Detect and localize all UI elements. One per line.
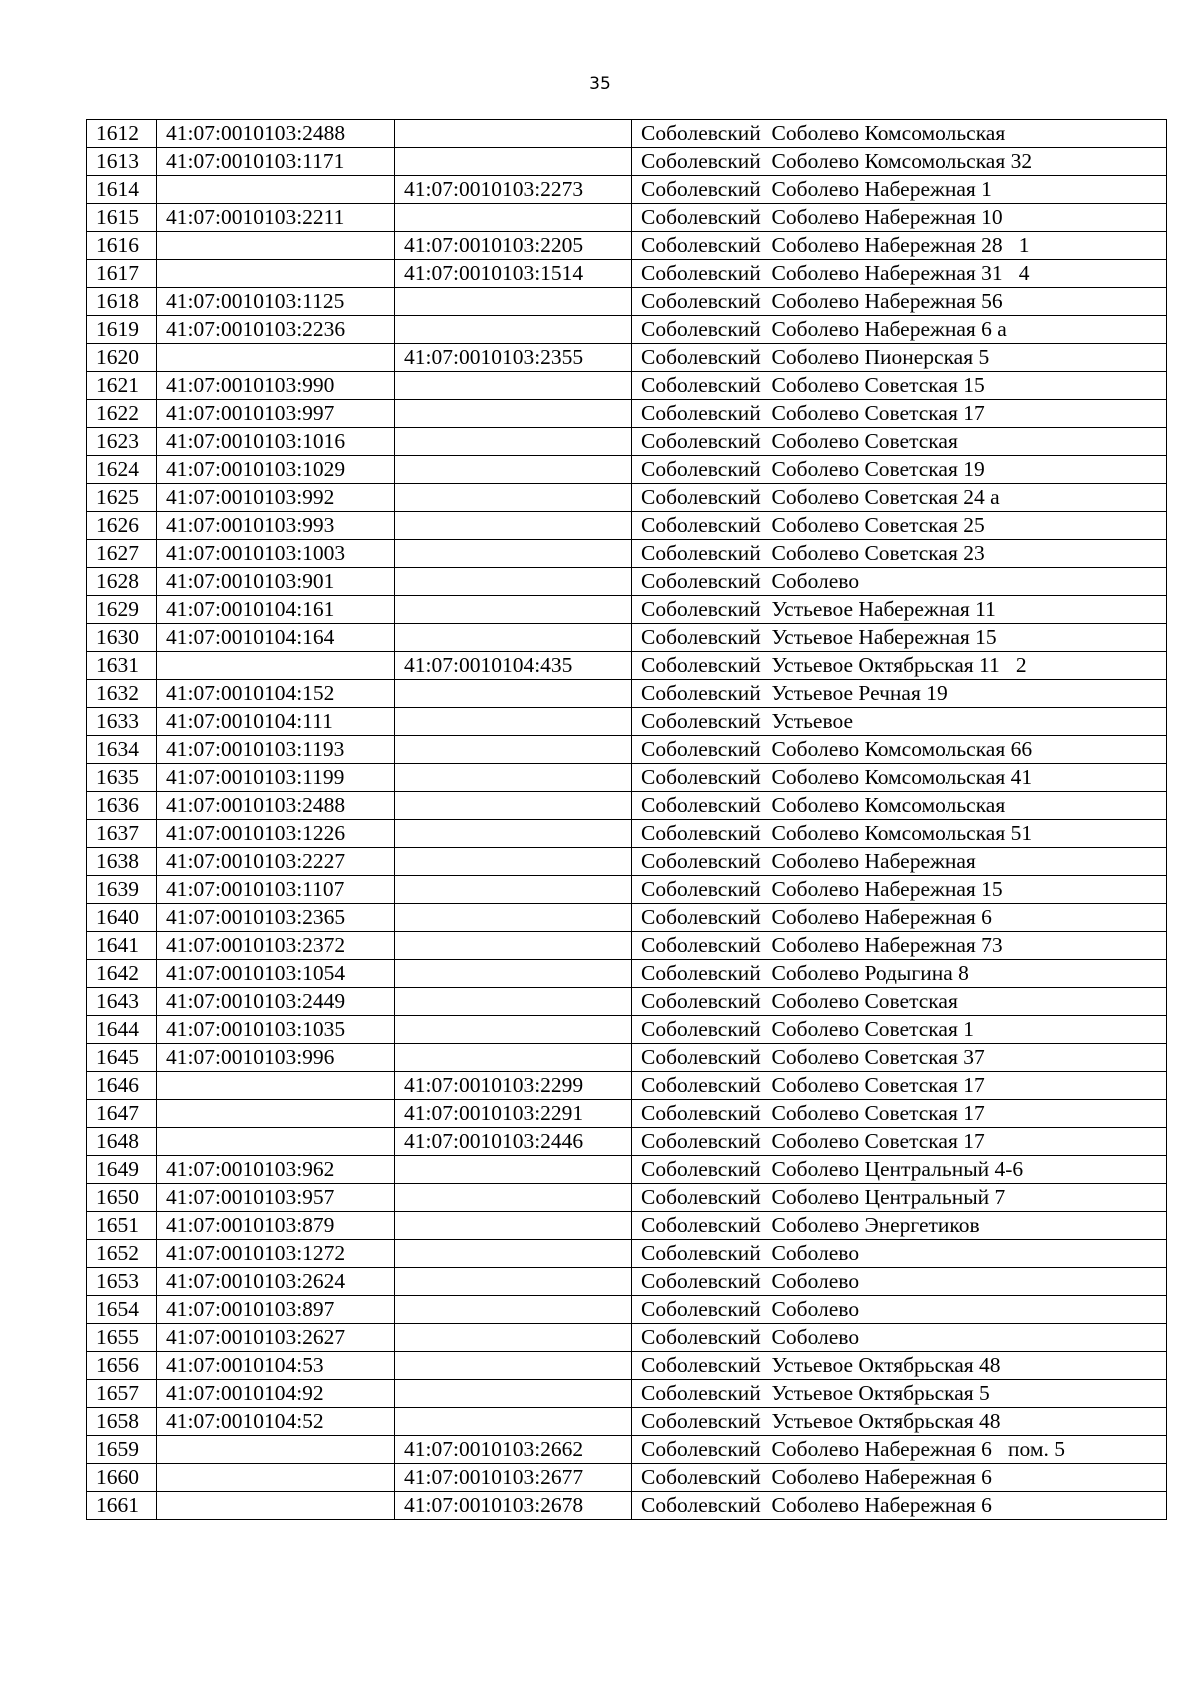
row-number-cell: 1658 [87, 1408, 157, 1436]
table-row [87, 820, 1167, 848]
building-cadastral-number-cell [395, 456, 632, 484]
cadastral-number-cell [157, 1492, 395, 1520]
address-cell: Соболевский Соболево Советская 19 [632, 456, 1167, 484]
building-cadastral-number-cell [395, 1296, 632, 1324]
building-cadastral-number-cell: 41:07:0010103:2662 [395, 1436, 632, 1464]
row-number-cell: 1654 [87, 1296, 157, 1324]
address-cell: Соболевский Устьевое Набережная 15 [632, 624, 1167, 652]
address-cell: Соболевский Устьевое Октябрьская 11 2 [632, 652, 1167, 680]
address-cell: Соболевский Соболево Комсомольская 51 [632, 820, 1167, 848]
page-number: 35 [589, 74, 611, 94]
cadastral-number-cell: 41:07:0010103:1003 [157, 540, 395, 568]
cadastral-number-cell [157, 1072, 395, 1100]
address-cell: Соболевский Соболево [632, 1296, 1167, 1324]
address-cell: Соболевский Соболево Комсомольская [632, 792, 1167, 820]
row-number-cell: 1645 [87, 1044, 157, 1072]
table-row [87, 400, 1167, 428]
building-cadastral-number-cell [395, 1044, 632, 1072]
row-number-cell: 1624 [87, 456, 157, 484]
address-cell: Соболевский Соболево [632, 1324, 1167, 1352]
row-number-cell: 1616 [87, 232, 157, 260]
row-number-cell: 1615 [87, 204, 157, 232]
address-cell: Соболевский Соболево Набережная [632, 848, 1167, 876]
building-cadastral-number-cell [395, 848, 632, 876]
table-row [87, 736, 1167, 764]
cadastral-number-cell [157, 176, 395, 204]
table-row [87, 652, 1167, 680]
building-cadastral-number-cell [395, 428, 632, 456]
table-row [87, 372, 1167, 400]
row-number-cell: 1659 [87, 1436, 157, 1464]
table-row [87, 316, 1167, 344]
building-cadastral-number-cell [395, 820, 632, 848]
cadastral-number-cell: 41:07:0010104:161 [157, 596, 395, 624]
address-cell: Соболевский Соболево Набережная 28 1 [632, 232, 1167, 260]
cadastral-number-cell: 41:07:0010103:2449 [157, 988, 395, 1016]
row-number-cell: 1650 [87, 1184, 157, 1212]
building-cadastral-number-cell [395, 1268, 632, 1296]
address-cell: Соболевский Соболево Набережная 10 [632, 204, 1167, 232]
table-row [87, 1352, 1167, 1380]
cadastral-number-cell: 41:07:0010104:52 [157, 1408, 395, 1436]
address-cell: Соболевский Устьевое Набережная 11 [632, 596, 1167, 624]
row-number-cell: 1626 [87, 512, 157, 540]
address-cell: Соболевский Соболево Советская 24 а [632, 484, 1167, 512]
table-row [87, 904, 1167, 932]
row-number-cell: 1614 [87, 176, 157, 204]
cadastral-number-cell: 41:07:0010104:164 [157, 624, 395, 652]
building-cadastral-number-cell [395, 904, 632, 932]
cadastral-number-cell: 41:07:0010103:2372 [157, 932, 395, 960]
building-cadastral-number-cell: 41:07:0010103:2205 [395, 232, 632, 260]
row-number-cell: 1631 [87, 652, 157, 680]
address-cell: Соболевский Соболево Набережная 56 [632, 288, 1167, 316]
address-cell: Соболевский Соболево Комсомольская 66 [632, 736, 1167, 764]
cadastral-number-cell: 41:07:0010103:1107 [157, 876, 395, 904]
row-number-cell: 1630 [87, 624, 157, 652]
table-row [87, 1240, 1167, 1268]
building-cadastral-number-cell [395, 596, 632, 624]
building-cadastral-number-cell [395, 680, 632, 708]
address-cell: Соболевский Соболево Советская 25 [632, 512, 1167, 540]
address-cell: Соболевский Соболево Набережная 6 пом. 5 [632, 1436, 1167, 1464]
cadastral-number-cell [157, 1436, 395, 1464]
address-cell: Соболевский Соболево Центральный 7 [632, 1184, 1167, 1212]
address-cell: Соболевский Соболево Родыгина 8 [632, 960, 1167, 988]
row-number-cell: 1649 [87, 1156, 157, 1184]
table-row [87, 932, 1167, 960]
building-cadastral-number-cell: 41:07:0010103:2273 [395, 176, 632, 204]
building-cadastral-number-cell [395, 484, 632, 512]
building-cadastral-number-cell [395, 568, 632, 596]
address-cell: Соболевский Устьевое Октябрьская 48 [632, 1408, 1167, 1436]
building-cadastral-number-cell [395, 708, 632, 736]
cadastral-number-cell: 41:07:0010104:53 [157, 1352, 395, 1380]
address-cell: Соболевский Соболево Советская [632, 428, 1167, 456]
building-cadastral-number-cell [395, 1212, 632, 1240]
table-row [87, 960, 1167, 988]
address-cell: Соболевский Соболево Советская 17 [632, 1072, 1167, 1100]
cadastral-number-cell: 41:07:0010103:1272 [157, 1240, 395, 1268]
row-number-cell: 1660 [87, 1464, 157, 1492]
cadastral-number-cell: 41:07:0010103:2488 [157, 120, 395, 148]
address-cell: Соболевский Соболево Советская 17 [632, 1100, 1167, 1128]
address-cell: Соболевский Соболево Набережная 1 [632, 176, 1167, 204]
table-row [87, 792, 1167, 820]
row-number-cell: 1633 [87, 708, 157, 736]
table-row [87, 1436, 1167, 1464]
cadastral-number-cell [157, 1464, 395, 1492]
address-cell: Соболевский Устьевое Речная 19 [632, 680, 1167, 708]
cadastral-number-cell: 41:07:0010103:962 [157, 1156, 395, 1184]
address-cell: Соболевский Соболево Центральный 4-6 [632, 1156, 1167, 1184]
row-number-cell: 1622 [87, 400, 157, 428]
row-number-cell: 1635 [87, 764, 157, 792]
cadastral-number-cell: 41:07:0010104:92 [157, 1380, 395, 1408]
cadastral-number-cell: 41:07:0010103:993 [157, 512, 395, 540]
table-row [87, 1044, 1167, 1072]
row-number-cell: 1628 [87, 568, 157, 596]
address-cell: Соболевский Соболево Набережная 6 [632, 1464, 1167, 1492]
row-number-cell: 1648 [87, 1128, 157, 1156]
cadastral-number-cell [157, 652, 395, 680]
table-row [87, 232, 1167, 260]
table-row [87, 596, 1167, 624]
row-number-cell: 1623 [87, 428, 157, 456]
cadastral-number-cell: 41:07:0010103:2624 [157, 1268, 395, 1296]
cadastral-number-cell: 41:07:0010103:1054 [157, 960, 395, 988]
cadastral-number-cell [157, 1100, 395, 1128]
building-cadastral-number-cell [395, 876, 632, 904]
row-number-cell: 1644 [87, 1016, 157, 1044]
building-cadastral-number-cell [395, 148, 632, 176]
building-cadastral-number-cell: 41:07:0010103:2446 [395, 1128, 632, 1156]
table-row [87, 512, 1167, 540]
table-row [87, 344, 1167, 372]
building-cadastral-number-cell: 41:07:0010103:2678 [395, 1492, 632, 1520]
building-cadastral-number-cell [395, 1016, 632, 1044]
cadastral-number-cell: 41:07:0010103:897 [157, 1296, 395, 1324]
cadastral-number-cell: 41:07:0010104:111 [157, 708, 395, 736]
table-row [87, 568, 1167, 596]
building-cadastral-number-cell [395, 1408, 632, 1436]
building-cadastral-number-cell [395, 1184, 632, 1212]
building-cadastral-number-cell [395, 372, 632, 400]
building-cadastral-number-cell [395, 1240, 632, 1268]
table-row [87, 1072, 1167, 1100]
table-row [87, 848, 1167, 876]
cadastral-number-cell [157, 232, 395, 260]
row-number-cell: 1656 [87, 1352, 157, 1380]
row-number-cell: 1640 [87, 904, 157, 932]
row-number-cell: 1612 [87, 120, 157, 148]
cadastral-number-cell: 41:07:0010103:1016 [157, 428, 395, 456]
cadastral-number-cell: 41:07:0010103:1035 [157, 1016, 395, 1044]
building-cadastral-number-cell [395, 624, 632, 652]
table-row [87, 204, 1167, 232]
cadastral-number-cell: 41:07:0010103:957 [157, 1184, 395, 1212]
table-row [87, 1268, 1167, 1296]
table-row [87, 1492, 1167, 1520]
table-row [87, 624, 1167, 652]
building-cadastral-number-cell [395, 960, 632, 988]
building-cadastral-number-cell [395, 120, 632, 148]
cadastral-number-cell: 41:07:0010103:2627 [157, 1324, 395, 1352]
address-cell: Соболевский Соболево Советская 15 [632, 372, 1167, 400]
address-cell: Соболевский Соболево Набережная 6 а [632, 316, 1167, 344]
address-cell: Соболевский Соболево Советская 17 [632, 400, 1167, 428]
table-row [87, 540, 1167, 568]
building-cadastral-number-cell [395, 736, 632, 764]
address-cell: Соболевский Соболево Набережная 6 [632, 904, 1167, 932]
address-cell: Соболевский Соболево Набережная 31 4 [632, 260, 1167, 288]
table-row [87, 1016, 1167, 1044]
row-number-cell: 1652 [87, 1240, 157, 1268]
cadastral-number-cell: 41:07:0010103:990 [157, 372, 395, 400]
address-cell: Соболевский Соболево Набережная 6 [632, 1492, 1167, 1520]
address-cell: Соболевский Соболево Комсомольская 41 [632, 764, 1167, 792]
address-cell: Соболевский Соболево [632, 1240, 1167, 1268]
cadastral-number-cell: 41:07:0010103:1125 [157, 288, 395, 316]
row-number-cell: 1634 [87, 736, 157, 764]
building-cadastral-number-cell [395, 1352, 632, 1380]
row-number-cell: 1651 [87, 1212, 157, 1240]
table-row [87, 1408, 1167, 1436]
row-number-cell: 1639 [87, 876, 157, 904]
building-cadastral-number-cell: 41:07:0010103:2299 [395, 1072, 632, 1100]
row-number-cell: 1613 [87, 148, 157, 176]
cadastral-number-cell: 41:07:0010103:2211 [157, 204, 395, 232]
address-cell: Соболевский Соболево Советская 17 [632, 1128, 1167, 1156]
cadastral-number-cell: 41:07:0010103:2365 [157, 904, 395, 932]
building-cadastral-number-cell [395, 988, 632, 1016]
building-cadastral-number-cell [395, 1324, 632, 1352]
row-number-cell: 1655 [87, 1324, 157, 1352]
cadastral-number-cell: 41:07:0010103:2236 [157, 316, 395, 344]
table-row [87, 1156, 1167, 1184]
building-cadastral-number-cell [395, 540, 632, 568]
table-row [87, 1464, 1167, 1492]
building-cadastral-number-cell [395, 400, 632, 428]
cadastral-number-cell: 41:07:0010103:1171 [157, 148, 395, 176]
building-cadastral-number-cell [395, 1380, 632, 1408]
address-cell: Соболевский Соболево Комсомольская [632, 120, 1167, 148]
row-number-cell: 1632 [87, 680, 157, 708]
row-number-cell: 1646 [87, 1072, 157, 1100]
cadastral-number-cell: 41:07:0010103:2488 [157, 792, 395, 820]
table-row [87, 428, 1167, 456]
table-row [87, 680, 1167, 708]
building-cadastral-number-cell: 41:07:0010104:435 [395, 652, 632, 680]
address-cell: Соболевский Устьевое Октябрьская 48 [632, 1352, 1167, 1380]
building-cadastral-number-cell: 41:07:0010103:1514 [395, 260, 632, 288]
building-cadastral-number-cell [395, 204, 632, 232]
building-cadastral-number-cell [395, 932, 632, 960]
table-row [87, 120, 1167, 148]
row-number-cell: 1618 [87, 288, 157, 316]
row-number-cell: 1617 [87, 260, 157, 288]
table-row [87, 988, 1167, 1016]
table-row [87, 1324, 1167, 1352]
row-number-cell: 1637 [87, 820, 157, 848]
cadastral-number-cell: 41:07:0010103:992 [157, 484, 395, 512]
row-number-cell: 1638 [87, 848, 157, 876]
table-row [87, 708, 1167, 736]
row-number-cell: 1636 [87, 792, 157, 820]
row-number-cell: 1643 [87, 988, 157, 1016]
row-number-cell: 1642 [87, 960, 157, 988]
row-number-cell: 1619 [87, 316, 157, 344]
building-cadastral-number-cell [395, 316, 632, 344]
cadastral-number-cell: 41:07:0010103:901 [157, 568, 395, 596]
row-number-cell: 1641 [87, 932, 157, 960]
address-cell: Соболевский Соболево Пионерская 5 [632, 344, 1167, 372]
row-number-cell: 1627 [87, 540, 157, 568]
building-cadastral-number-cell: 41:07:0010103:2355 [395, 344, 632, 372]
table-row [87, 288, 1167, 316]
cadastral-number-cell [157, 260, 395, 288]
address-cell: Соболевский Соболево Набережная 15 [632, 876, 1167, 904]
row-number-cell: 1653 [87, 1268, 157, 1296]
building-cadastral-number-cell [395, 792, 632, 820]
table-row [87, 876, 1167, 904]
cadastral-number-cell: 41:07:0010103:1226 [157, 820, 395, 848]
table-row [87, 1380, 1167, 1408]
address-cell: Соболевский Соболево [632, 1268, 1167, 1296]
table-row [87, 1212, 1167, 1240]
building-cadastral-number-cell [395, 288, 632, 316]
cadastral-number-cell: 41:07:0010103:1199 [157, 764, 395, 792]
cadastral-number-cell [157, 1128, 395, 1156]
building-cadastral-number-cell [395, 764, 632, 792]
table-row [87, 1100, 1167, 1128]
table-row [87, 484, 1167, 512]
registry-table-body [87, 120, 1167, 1520]
row-number-cell: 1629 [87, 596, 157, 624]
cadastral-number-cell: 41:07:0010103:879 [157, 1212, 395, 1240]
building-cadastral-number-cell [395, 1156, 632, 1184]
address-cell: Соболевский Соболево Советская 1 [632, 1016, 1167, 1044]
address-cell: Соболевский Соболево Советская [632, 988, 1167, 1016]
row-number-cell: 1625 [87, 484, 157, 512]
table-row [87, 1296, 1167, 1324]
address-cell: Соболевский Соболево Набережная 73 [632, 932, 1167, 960]
table-row [87, 456, 1167, 484]
building-cadastral-number-cell [395, 512, 632, 540]
table-row [87, 1184, 1167, 1212]
cadastral-number-cell: 41:07:0010103:1029 [157, 456, 395, 484]
address-cell: Соболевский Соболево Комсомольская 32 [632, 148, 1167, 176]
cadastral-number-cell: 41:07:0010104:152 [157, 680, 395, 708]
row-number-cell: 1661 [87, 1492, 157, 1520]
table-row [87, 176, 1167, 204]
table-row [87, 260, 1167, 288]
row-number-cell: 1620 [87, 344, 157, 372]
cadastral-number-cell: 41:07:0010103:1193 [157, 736, 395, 764]
cadastral-number-cell: 41:07:0010103:997 [157, 400, 395, 428]
cadastral-number-cell [157, 344, 395, 372]
building-cadastral-number-cell: 41:07:0010103:2677 [395, 1464, 632, 1492]
building-cadastral-number-cell: 41:07:0010103:2291 [395, 1100, 632, 1128]
address-cell: Соболевский Соболево Советская 37 [632, 1044, 1167, 1072]
row-number-cell: 1657 [87, 1380, 157, 1408]
address-cell: Соболевский Соболево Энергетиков [632, 1212, 1167, 1240]
table-row [87, 148, 1167, 176]
address-cell: Соболевский Соболево Советская 23 [632, 540, 1167, 568]
address-cell: Соболевский Устьевое [632, 708, 1167, 736]
cadastral-number-cell: 41:07:0010103:2227 [157, 848, 395, 876]
cadastral-number-cell: 41:07:0010103:996 [157, 1044, 395, 1072]
registry-table [86, 119, 1167, 1520]
address-cell: Соболевский Соболево [632, 568, 1167, 596]
row-number-cell: 1647 [87, 1100, 157, 1128]
row-number-cell: 1621 [87, 372, 157, 400]
address-cell: Соболевский Устьевое Октябрьская 5 [632, 1380, 1167, 1408]
table-row [87, 764, 1167, 792]
table-row [87, 1128, 1167, 1156]
